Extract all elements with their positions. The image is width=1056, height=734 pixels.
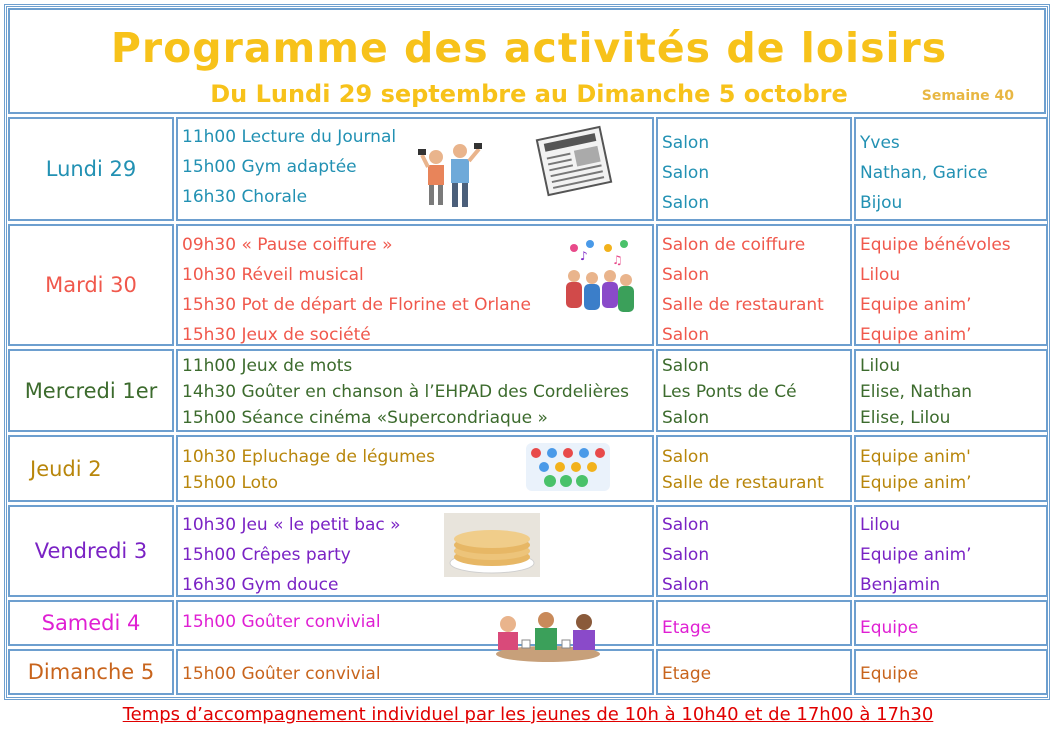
staff-dimanche [854, 649, 1048, 695]
place: Les Ponts de Cé [662, 382, 797, 402]
staff: Elise, Lilou [860, 408, 951, 428]
places-samedi [656, 600, 852, 646]
page-subtitle: Du Lundi 29 septembre au Dimanche 5 octobre [210, 80, 848, 108]
place: Etage [662, 664, 712, 684]
place: Salon de coiffure [662, 235, 806, 255]
staff: Equipe anim’ [860, 473, 972, 493]
staff: Lilou [860, 356, 901, 376]
staff: Yves [860, 133, 900, 153]
places-vendredi [656, 505, 852, 597]
activity: 16h30 Chorale [182, 187, 308, 207]
activity: 10h30 Réveil musical [182, 265, 364, 285]
staff: Bijou [860, 193, 903, 213]
activity: 15h30 Pot de départ de Florine et Orlane [182, 295, 531, 315]
week-badge: Semaine 40 [921, 88, 1014, 104]
header-box [8, 8, 1046, 114]
places-mercredi [656, 349, 852, 432]
page-title: Programme des activités de loisirs [110, 24, 948, 72]
staff: Lilou [860, 265, 901, 285]
activity: 10h30 Jeu « le petit bac » [182, 515, 401, 535]
day-label: Jeudi 2 [30, 456, 102, 481]
staff: Lilou [860, 515, 901, 535]
place: Salon [662, 133, 710, 153]
staff: Equipe bénévoles [860, 235, 1011, 255]
staff-mercredi [854, 349, 1048, 432]
staff-samedi [854, 600, 1048, 646]
activity: 15h00 Gym adaptée [182, 157, 357, 177]
place: Salon [662, 193, 710, 213]
activity: 10h30 Epluchage de légumes [182, 447, 435, 467]
activity: 09h30 « Pause coiffure » [182, 235, 393, 255]
day-label: Mercredi 1er [24, 378, 158, 403]
place: Salon [662, 325, 710, 345]
staff-jeudi [854, 435, 1048, 502]
activity: 14h30 Goûter en chanson à l’EHPAD des Cordelières [182, 382, 630, 402]
day-label: Vendredi 3 [34, 539, 148, 563]
day-dimanche [8, 649, 174, 695]
staff-mardi [854, 224, 1048, 346]
place: Salle de restaurant [662, 473, 824, 493]
place: Salon [662, 545, 710, 565]
activity: 11h00 Lecture du Journal [182, 127, 397, 147]
places-lundi [656, 117, 852, 221]
places-jeudi [656, 435, 852, 502]
activity: 15h00 Goûter convivial [182, 612, 381, 632]
crepes-icon [444, 513, 540, 577]
staff: Benjamin [860, 575, 941, 595]
gym-elderly-icon [418, 139, 484, 211]
day-mercredi [8, 349, 174, 432]
footer-note: Temps d’accompagnement individuel par les jeunes de 10h à 10h40 et de 17h00 à 17h30 [122, 704, 934, 725]
activity: 15h00 Loto [182, 473, 279, 493]
day-mardi [8, 224, 174, 346]
staff: Elise, Nathan [860, 382, 973, 402]
activities-mardi [176, 224, 654, 346]
day-vendredi [8, 505, 174, 597]
day-label: Mardi 30 [45, 273, 137, 297]
place: Salon [662, 265, 710, 285]
activities-mercredi [176, 349, 654, 432]
activity: 15h00 Crêpes party [182, 545, 351, 565]
staff: Nathan, Garice [860, 163, 988, 183]
loto-icon [524, 441, 612, 493]
tea-party-icon [490, 606, 606, 664]
activity: 15h00 Séance cinéma «Supercondriaque » [182, 408, 548, 428]
place: Salon [662, 575, 710, 595]
place: Etage [662, 618, 712, 638]
activity: 15h00 Goûter convivial [182, 664, 381, 684]
staff: Equipe [860, 618, 919, 638]
activities-vendredi [176, 505, 654, 597]
staff: Equipe [860, 664, 919, 684]
staff-lundi [854, 117, 1048, 221]
place: Salon [662, 515, 710, 535]
activities-lundi [176, 117, 654, 221]
svg-text:♪: ♪ [580, 249, 588, 263]
activities-jeudi [176, 435, 654, 502]
place: Salon [662, 356, 710, 376]
day-samedi [8, 600, 174, 646]
staff: Equipe anim’ [860, 295, 972, 315]
newspaper-icon [534, 125, 614, 197]
day-label: Dimanche 5 [27, 660, 155, 684]
staff: Equipe anim’ [860, 545, 972, 565]
day-label: Lundi 29 [45, 157, 137, 181]
place: Salle de restaurant [662, 295, 824, 315]
places-mardi [656, 224, 852, 346]
svg-text:♫: ♫ [612, 253, 623, 267]
activity: 16h30 Gym douce [182, 575, 339, 595]
music-party-icon [560, 238, 638, 318]
places-dimanche [656, 649, 852, 695]
staff: Equipe anim' [860, 447, 971, 467]
staff-vendredi [854, 505, 1048, 597]
activity: 11h00 Jeux de mots [182, 356, 353, 376]
day-lundi [8, 117, 174, 221]
place: Salon [662, 163, 710, 183]
place: Salon [662, 447, 710, 467]
staff: Equipe anim’ [860, 325, 972, 345]
day-jeudi [8, 435, 174, 502]
day-label: Samedi 4 [41, 611, 141, 635]
place: Salon [662, 408, 710, 428]
activity: 15h30 Jeux de société [182, 325, 371, 345]
